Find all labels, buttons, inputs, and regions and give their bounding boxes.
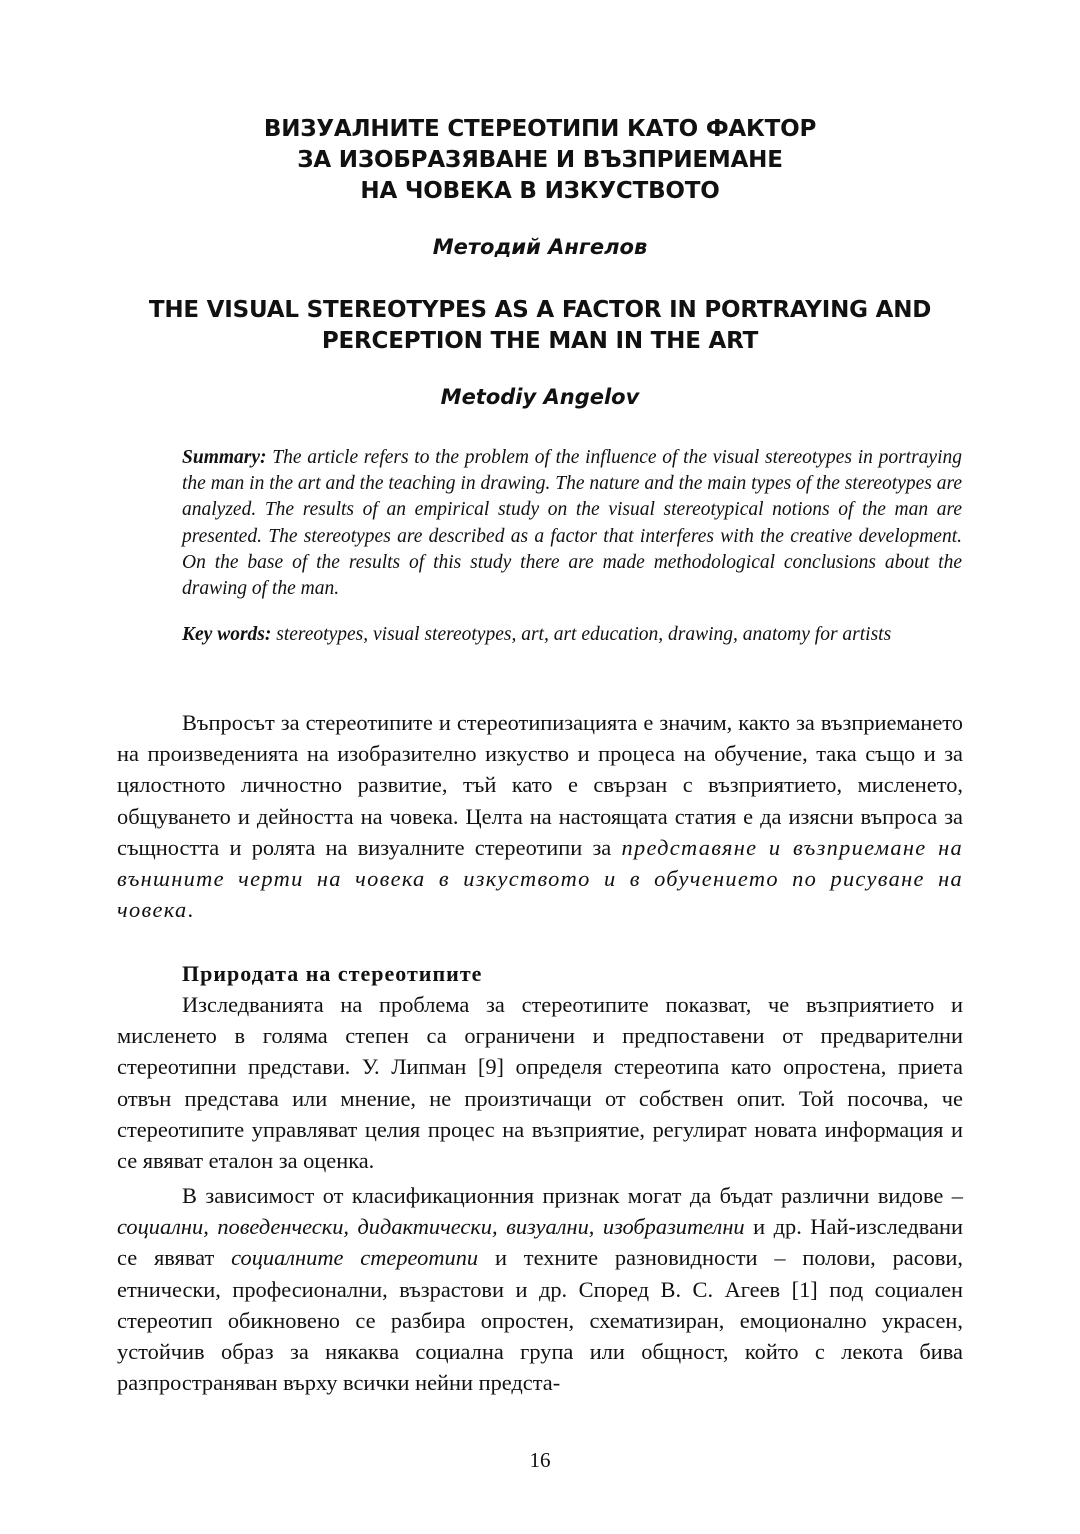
intro-paragraph — [117, 707, 963, 925]
para3-part-3: и техните разновидности – полови, расови, етнически, професионални, възрастови и др. Според В. С. Агеев [1] под социален стереотип обикновено се разбира опростен, схематизиран, емоционално украсен, устойчив образ за някаква социална група или общност, който с лекота бива разпространяван върху всички нейни предста- — [117, 1245, 963, 1396]
summary-text: The article refers to the problem of the influence of the visual stereotypes in portraying the man in the art and the teaching in drawing. The nature and the main types of the stereotypes are analyzed. The results of an empirical study on the visual stereotypical notions of the man are presented. The stereotypes are described as a factor that interferes with the creative development. On the base of the results of this study there are made methodological conclusions about the drawing of the man. — [182, 447, 963, 600]
section-heading: Природата на стереотипите — [182, 961, 483, 986]
body-paragraph-1-text: Изследванията на проблема за стереотипите показват, че възприятието и мисленето в голяма степен са ограничени и предпоставени от предварителни стереотипни представи. У. Липман [9] определя стереотипа като опростена, приета отвън представа или мнение, не произтичащи от собствен опит. Той посочва, че стереотипите управляват целия процес на възприятие, регулират новата информация и се явяват еталон за оценка. — [117, 992, 963, 1174]
title-english — [120, 295, 960, 357]
intro-text: Въпросът за стереотипите и стереотипизацията е значим, както за възприемането на произведенията на изобразително изкуство и процеса на обучение, така също и за цялостното личностно развитие, тъй като е свързан с възприятието, мисленето, общуването и дейността на човека. Целта на настоящата статия е да изясни въпроса за същността и ролята на визуалните стереотипи за — [117, 710, 963, 860]
author-english: Metodiy Angelov — [440, 385, 640, 409]
keywords-paragraph — [182, 622, 962, 648]
author-bulgarian: Методий Ангелов — [432, 235, 648, 259]
keywords-label: Key words: — [182, 624, 272, 645]
title-english-line-1: THE VISUAL STEREOTYPES AS A FACTOR IN PORTRAYING AND — [148, 297, 932, 323]
para3-part-2: и др. Най-изследвани се явяват — [117, 1214, 963, 1271]
body-paragraph-2 — [117, 1180, 963, 1398]
title-bulgarian-line-3: НА ЧОВЕКА В ИЗКУСТВОТО — [360, 178, 720, 204]
para3-emphasis-1: социални, поведенчески, дидактически, визуални, изобразителни — [117, 1214, 745, 1240]
title-bulgarian-line-1: ВИЗУАЛНИТЕ СТЕРЕОТИПИ КАТО ФАКТОР — [263, 116, 817, 142]
page-number: 16 — [529, 1448, 551, 1472]
intro-end: . — [187, 897, 194, 923]
title-bulgarian-line-2: ЗА ИЗОБРАЗЯВАНЕ И ВЪЗПРИЕМАНЕ — [297, 147, 783, 173]
title-english-line-2: PERCEPTION THE MAN IN THE ART — [321, 328, 759, 354]
para3-emphasis-2: социалните стереотипи — [231, 1245, 479, 1271]
para3-part-1: В зависимост от класификационния признак могат да бъдат различни видове – — [182, 1183, 963, 1208]
title-bulgarian — [150, 114, 930, 207]
intro-emphasis: представяне и възприемане на външните черти на човека в изкуството и в обучението по рисуване на човека — [117, 834, 963, 923]
keywords-text: stereotypes, visual stereotypes, art, art education, drawing, anatomy for artists — [276, 624, 892, 645]
body-paragraph-1 — [117, 989, 963, 1176]
summary-paragraph — [182, 445, 962, 602]
summary-label: Summary: — [182, 447, 267, 468]
